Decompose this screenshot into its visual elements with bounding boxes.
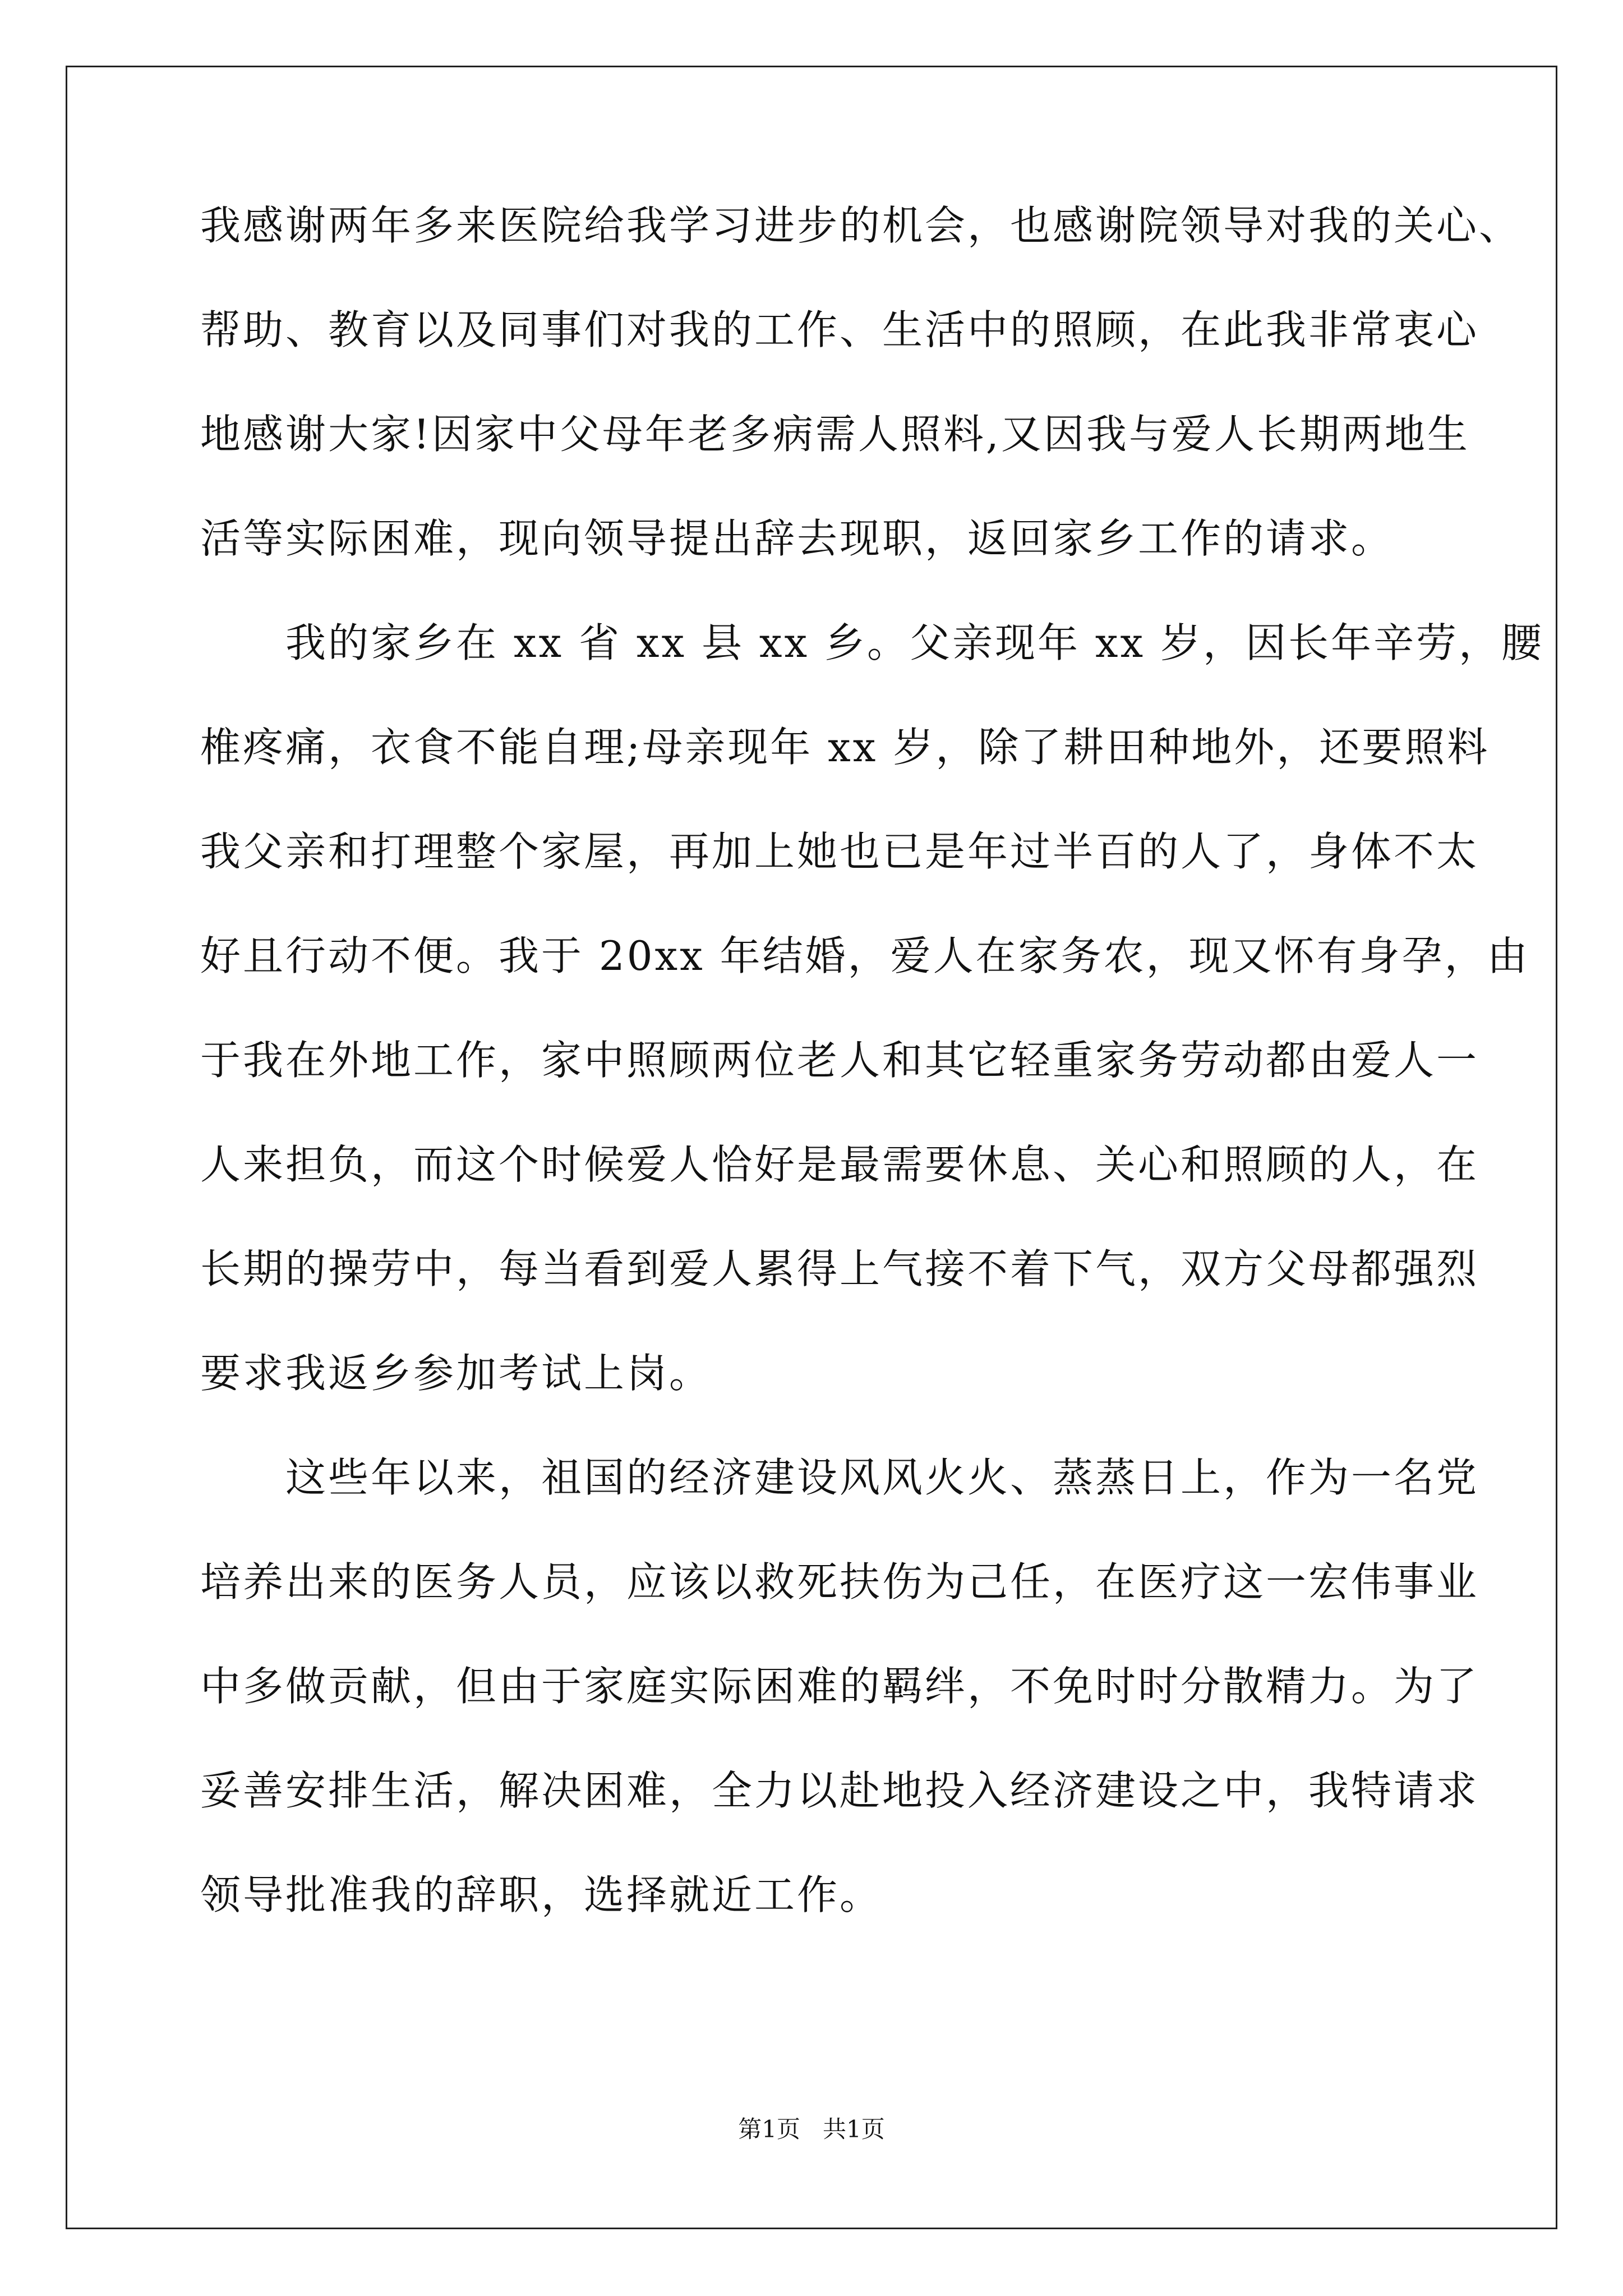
page-number-footer: 第1页 共1页 [738, 2115, 885, 2143]
text-line: 我父亲和打理整个家屋，再加上她也已是年过半百的人了，身体不太 [200, 828, 1479, 875]
text-line: 中多做贡献，但由于家庭实际困难的羁绊，不免时时分散精力。为了 [200, 1663, 1479, 1710]
text-line: 妥善安排生活，解决困难，全力以赴地投入经济建设之中，我特请求 [200, 1767, 1479, 1814]
text-line: 好且行动不便。我于 20xx 年结婚，爱人在家务农，现又怀有身孕，由 [200, 932, 1530, 979]
text-line: 椎疼痛，衣食不能自理;母亲现年 xx 岁，除了耕田种地外，还要照料 [200, 724, 1490, 771]
text-line: 活等实际困难，现向领导提出辞去现职，返回家乡工作的请求。 [200, 515, 1394, 562]
text-line: 领导批准我的辞职，选择就近工作。 [200, 1871, 883, 1918]
text-line: 于我在外地工作，家中照顾两位老人和其它轻重家务劳动都由爱人一 [200, 1037, 1479, 1084]
text-line: 地感谢大家!因家中父母年老多病需人照料,又因我与爱人长期两地生 [200, 411, 1470, 458]
text-line: 我感谢两年多来医院给我学习进步的机会，也感谢院领导对我的关心、 [200, 202, 1522, 249]
text-line: 人来担负，而这个时候爱人恰好是最需要休息、关心和照顾的人，在 [200, 1141, 1479, 1188]
text-line: 要求我返乡参加考试上岗。 [200, 1350, 712, 1397]
text-line: 帮助、教育以及同事们对我的工作、生活中的照顾，在此我非常衷心 [200, 306, 1479, 353]
text-line: 长期的操劳中，每当看到爱人累得上气接不着下气，双方父母都强烈 [200, 1245, 1479, 1292]
text-line: 培养出来的医务人员，应该以救死扶伤为己任，在医疗这一宏伟事业 [200, 1558, 1479, 1605]
text-line: 这些年以来，祖国的经济建设风风火火、蒸蒸日上，作为一名党 [200, 1454, 1479, 1501]
text-line: 我的家乡在 xx 省 xx 县 xx 乡。父亲现年 xx 岁，因长年辛劳，腰 [200, 619, 1544, 666]
